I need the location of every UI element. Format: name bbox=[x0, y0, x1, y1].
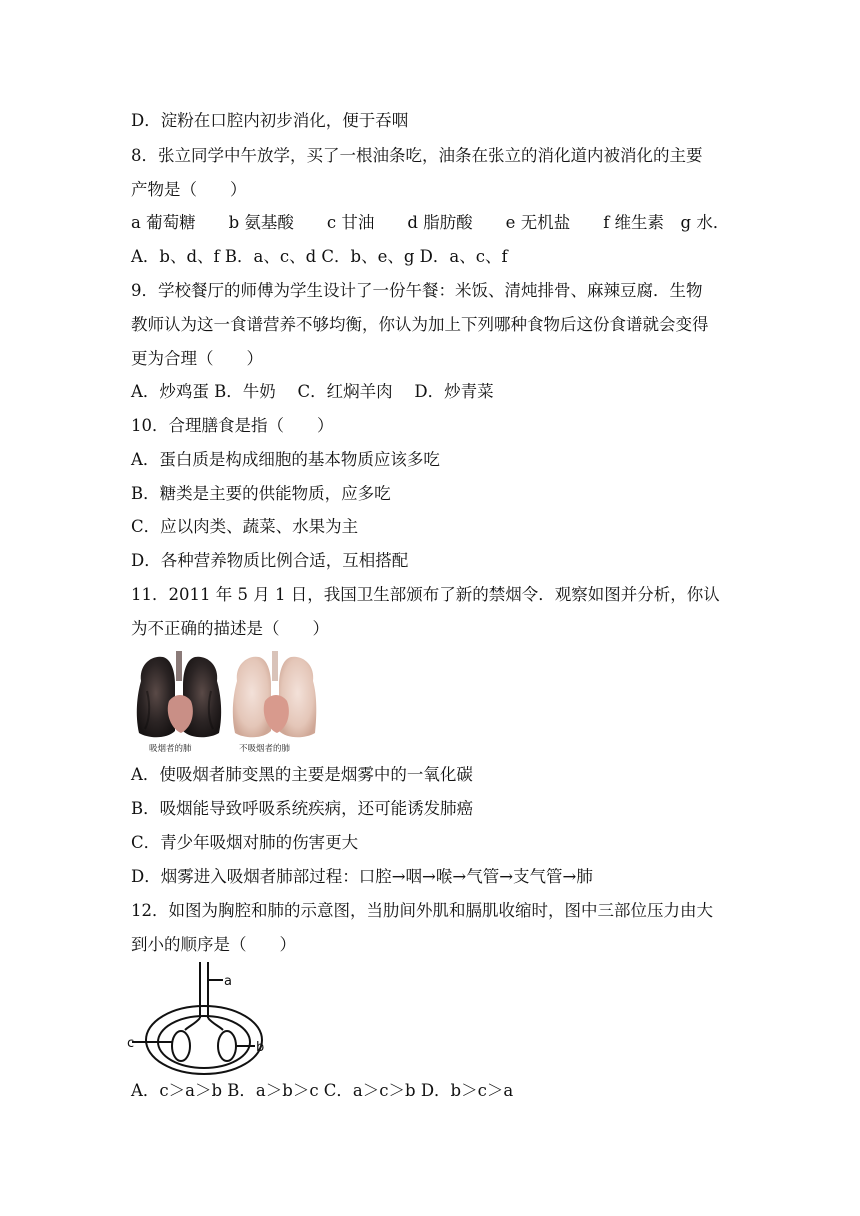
label-a: a bbox=[224, 974, 232, 989]
q9-stem-line3: 更为合理（ ） bbox=[131, 349, 263, 368]
thorax-diagram bbox=[127, 960, 277, 1078]
q8-stem-line1: 8．张立同学中午放学，买了一根油条吃，油条在张立的消化道内被消化的主要 bbox=[131, 146, 703, 165]
q8-options: A．b、d、f B．a、c、d C．b、e、g D．a、c、f bbox=[131, 247, 508, 266]
smoker-lung-drawing bbox=[137, 651, 221, 737]
q8-substances: a 葡萄糖 b 氨基酸 c 甘油 d 脂肪酸 e 无机盐 f 维生素 g 水． bbox=[131, 213, 730, 232]
q9-options: A．炒鸡蛋 B．牛奶 C．红焖羊肉 D．炒青菜 bbox=[131, 382, 494, 401]
label-c: c bbox=[127, 1036, 135, 1051]
q10-option-a: A．蛋白质是构成细胞的基本物质应该多吃 bbox=[131, 450, 440, 469]
q7-option-d: D．淀粉在口腔内初步消化，便于吞咽 bbox=[131, 111, 409, 130]
q11-stem-line2: 为不正确的描述是（ ） bbox=[131, 619, 329, 638]
lung-comparison-image bbox=[131, 651, 317, 755]
nonsmoker-lung-drawing bbox=[233, 651, 316, 737]
lung-comparison-figure bbox=[131, 651, 317, 755]
q12-stem-line2: 到小的顺序是（ ） bbox=[131, 935, 296, 954]
q10-option-c: C．应以肉类、蔬菜、水果为主 bbox=[131, 517, 359, 536]
q10-option-b: B．糖类是主要的供能物质，应多吃 bbox=[131, 484, 391, 503]
label-b: b bbox=[256, 1040, 265, 1055]
nonsmoker-lung-caption: 不吸烟者的肺 bbox=[239, 744, 291, 754]
q9-stem-line2: 教师认为这一食谱营养不够均衡，你认为加上下列哪种食物后这份食谱就会变得 bbox=[131, 315, 709, 334]
thorax-diagram-drawing bbox=[127, 960, 277, 1078]
q11-option-d: D．烟雾进入吸烟者肺部过程：口腔→咽→喉→气管→支气管→肺 bbox=[131, 867, 593, 886]
q9-stem-line1: 9．学校餐厅的师傅为学生设计了一份午餐：米饭、清炖排骨、麻辣豆腐．生物 bbox=[131, 281, 703, 300]
q11-option-b: B．吸烟能导致呼吸系统疾病，还可能诱发肺癌 bbox=[131, 799, 474, 818]
q12-options: A．c＞a＞b B．a＞b＞c C．a＞c＞b D．b＞c＞a bbox=[131, 1081, 514, 1100]
q12-stem-line1: 12．如图为胸腔和肺的示意图，当肋间外肌和膈肌收缩时，图中三部位压力由大 bbox=[131, 901, 713, 920]
q10-stem: 10．合理膳食是指（ ） bbox=[131, 416, 334, 435]
smoker-lung-caption: 吸烟者的肺 bbox=[149, 744, 192, 754]
q8-stem-line2: 产物是（ ） bbox=[131, 180, 247, 199]
q10-option-d: D．各种营养物质比例合适，互相搭配 bbox=[131, 551, 409, 570]
q11-stem-line1: 11．2011 年 5 月 1 日，我国卫生部颁布了新的禁烟令．观察如图并分析，你认 bbox=[131, 585, 720, 604]
q11-option-a: A．使吸烟者肺变黑的主要是烟雾中的一氧化碳 bbox=[131, 765, 473, 784]
q11-option-c: C．青少年吸烟对肺的伤害更大 bbox=[131, 833, 359, 852]
